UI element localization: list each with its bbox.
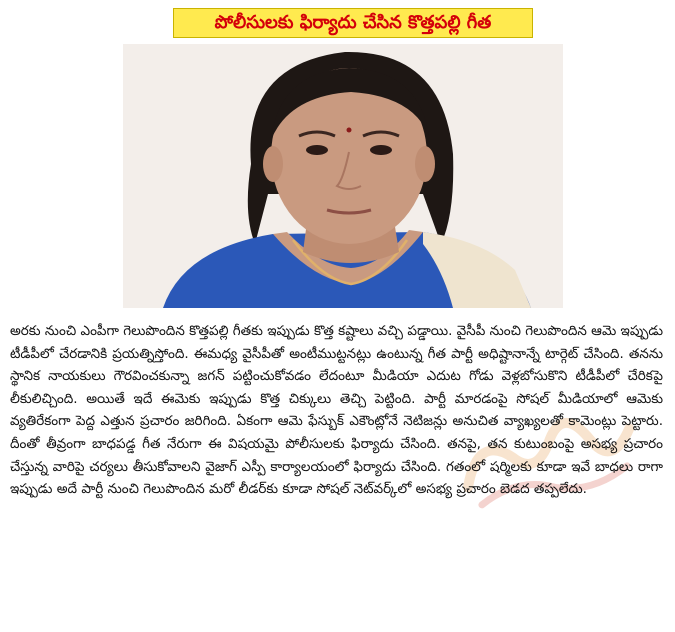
headline: పోలీసులకు ఫిర్యాదు చేసిన కొత్తపల్లి గీత (173, 8, 533, 38)
portrait-photo (123, 44, 563, 308)
article-body: అరకు నుంచి ఎంపీగా గెలుపొందిన కొత్తపల్లి గీతకు ఇప్పుడు కొత్త కష్టాలు వచ్చి పడ్డాయి. వైసీపీ నుంచి గెలుపొందిన ఆమె ఇప్పుడు టీడీపీలో చేరడానికి ప్రయత్నిస్తోంది. ఈమధ్య వైసీపీతో అంటీముట్టనట్లు ఉంటున్న గీత పార్టీ అధిష్టానాన్నే టార్గెట్ చేసింది. తనను స్థానిక నాయకులు గౌరవించకున్నా జగన్ పట్టించుకోవడం లేదంటూ మీడియా ఎదుట గోడు వెళ్లబోసుకొని టీడీపీలో చేరికపై లీకులిచ్చింది. అయితే ఇదే ఈమెకు ఇప్పుడు కొత్త చిక్కులు తెచ్చి పెట్టింది. పార్టీ మారడంపై సోషల్ మీడియాలో ఆమెకు వ్యతిరేకంగా పెద్ద ఎత్తున ప్రచారం జరిగింది. ఏకంగా ఆమె ఫేస్బుక్ ఎకౌంట్లోనే నెటిజన్లు అనుచిత వ్యాఖ్యలతో కామెంట్లు పెట్టారు. దీంతో తీవ్రంగా బాధపడ్డ గీత నేరుగా ఈ విషయమై పోలీసులకు ఫిర్యాదు చేసింది. తనపై, తన కుటుంబంపై అసభ్య ప్రచారం చేస్తున్న వారిపై చర్యలు తీసుకోవాలని వైజాగ్ ఎస్పీ కార్యాలయంలో ఫిర్యాదు చేసింది. గతంలో షర్మిలకు కూడా ఇవే బాధలు రాగా ఇప్పుడు అదే పార్టీ నుంచి గెలుపొందిన మరో లీడర్‌కు కూడా సోషల్ నెట్‌వర్క్‌లో అసభ్య ప్రచారం బెడద తప్పలేదు. (10, 323, 663, 498)
portrait-illustration-icon (123, 44, 563, 308)
